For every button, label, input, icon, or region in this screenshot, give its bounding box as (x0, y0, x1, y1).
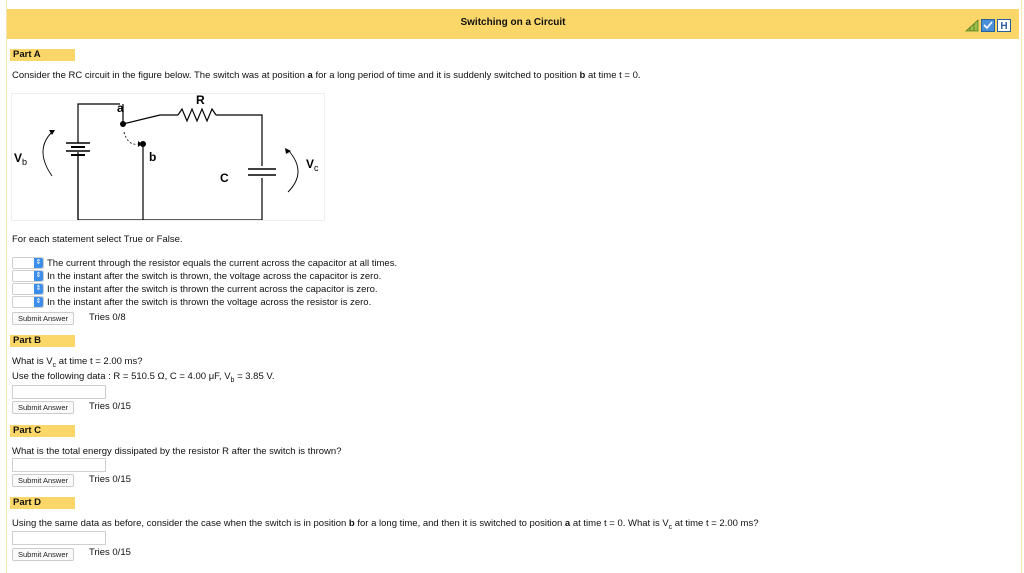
circuit-diagram (12, 94, 324, 220)
part-a-submit-button[interactable]: Submit Answer (12, 312, 74, 325)
statement-text: In the instant after the switch is thrown, the voltage across the capacitor is zero. (47, 270, 382, 282)
statement-row (12, 296, 371, 308)
part-c-tries: Tries 0/15 (89, 474, 131, 485)
label-R: R (196, 94, 205, 107)
part-d-text-2: for a long time, and then it is switched to position (354, 518, 565, 529)
part-c-submit-button[interactable]: Submit Answer (12, 474, 74, 487)
part-b-question-sub: c (52, 361, 57, 369)
part-b-answer-input[interactable] (12, 385, 106, 399)
part-b-label: Part B (10, 335, 75, 347)
label-a: a (117, 101, 124, 115)
statement-row (12, 283, 378, 295)
part-d-submit-button[interactable]: Submit Answer (12, 548, 74, 561)
part-b-question (12, 356, 143, 369)
part-c-question: What is the total energy dissipated by the resistor R after the switch is thrown? (12, 446, 342, 457)
select-arrow-icon: ⇕ (35, 298, 42, 305)
intro-text-1: Consider the RC circuit in the figure below. The switch was at position (12, 70, 308, 81)
chart-icon[interactable] (965, 19, 979, 32)
select-arrow-icon: ⇕ (35, 272, 42, 279)
label-vc: $V_c$ (306, 157, 319, 173)
part-d-position-b: b (348, 518, 355, 529)
part-b-submit-button[interactable]: Submit Answer (12, 401, 74, 414)
part-a-label: Part A (10, 49, 75, 61)
part-b-data (12, 371, 275, 384)
part-a-tries: Tries 0/8 (89, 312, 126, 323)
statement-row (12, 257, 397, 269)
part-b-data-text-2: = 3.85 V. (234, 371, 275, 382)
title-bar (7, 9, 1019, 39)
part-c-answer-input[interactable] (12, 458, 106, 472)
circuit-figure (11, 93, 325, 221)
check-icon[interactable] (981, 19, 995, 32)
statement-text: The current through the resistor equals the current across the capacitor at all times. (47, 257, 398, 269)
intro-position-a: a (307, 70, 313, 81)
part-a-instruction: For each statement select True or False. (12, 234, 183, 245)
label-b: b (149, 150, 157, 164)
part-d-position-a: a (564, 518, 571, 529)
part-a-intro (12, 70, 641, 81)
part-d-text-1: Using the same data as before, consider the case when the switch is in position (12, 518, 349, 529)
intro-text-3: at time t = 0. (585, 70, 641, 81)
part-b-question-text: What is V (12, 356, 53, 367)
part-b-question-text-2: at time t = 2.00 ms? (56, 356, 143, 367)
select-arrow-icon: ⇕ (35, 285, 42, 292)
resistor-symbol (178, 109, 216, 121)
true-false-select[interactable] (12, 257, 44, 269)
part-d-sub: c (668, 523, 673, 531)
page-title: Switching on a Circuit (460, 17, 566, 28)
true-false-select[interactable] (12, 296, 44, 308)
title-icons (965, 19, 1011, 32)
intro-text-2: for a long period of time and it is suddenly switched to position (312, 70, 580, 81)
part-c-label: Part C (10, 425, 75, 437)
true-false-select[interactable] (12, 283, 44, 295)
statement-text: In the instant after the switch is thrown the voltage across the resistor is zero. (47, 296, 372, 308)
part-d-text-3: at time t = 0. What is V (570, 518, 669, 529)
part-d-question (12, 518, 759, 531)
part-d-label: Part D (10, 497, 75, 509)
true-false-select[interactable] (12, 270, 44, 282)
intro-position-b: b (579, 70, 586, 81)
part-b-tries: Tries 0/15 (89, 401, 131, 412)
part-d-tries: Tries 0/15 (89, 547, 131, 558)
part-d-answer-input[interactable] (12, 531, 106, 545)
part-d-text-4: at time t = 2.00 ms? (672, 518, 759, 529)
statement-row (12, 270, 381, 282)
label-C: C (220, 171, 229, 185)
part-b-data-text: Use the following data : R = 510.5 Ω, C = 4.00 μF, V (12, 371, 231, 382)
part-b-data-sub: b (230, 376, 235, 384)
statement-text: In the instant after the switch is thrown the current across the capacitor is zero. (47, 283, 378, 295)
select-arrow-icon: ⇕ (35, 259, 42, 266)
hint-icon[interactable] (997, 19, 1011, 32)
label-vb: $V_b$ (14, 151, 28, 167)
svg-text:H: H (1000, 21, 1008, 32)
